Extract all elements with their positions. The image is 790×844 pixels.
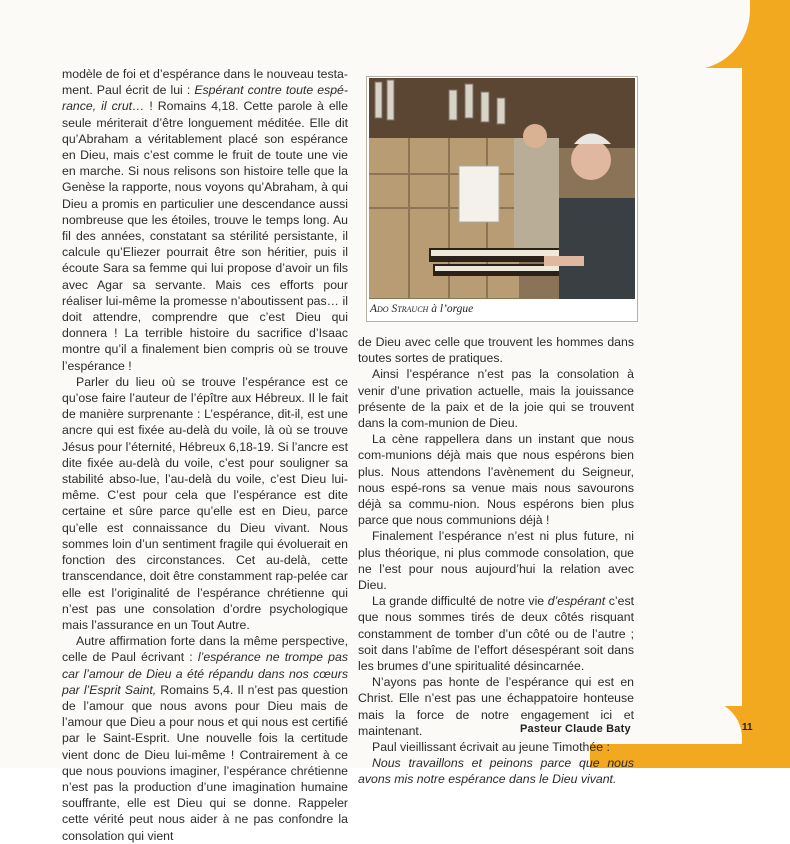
orange-margin-band — [742, 0, 790, 768]
paragraph: Ainsi l’espérance n’est pas la consolation à venir d’une privation actuelle, mais la jouissance présente de la paix et de la joie qui se trouvent dans la com-munion de Dieu. — [358, 367, 634, 431]
caption-name: Ado Strauch — [370, 303, 429, 315]
text-run: La grande difficulté de notre vie — [372, 594, 548, 609]
text-run: Romains 5,4. Il n’est pas question de l’amour que nous avons pour Dieu mais de l’amour que Dieu a pour nous et qui nous est certifié par le Saint-Esprit. Une nouvelle fois la certitude vient donc de Dieu lui-même ! Contrairement à ce que nous pouvions imaginer, l’espérance chrétienne n’est pas la production d’une imagination humaine souffrante, elle est Dieu qui se donne. Rappeler cette vérité peut nous aider à ne pas confondre la consolation qui vient — [62, 682, 348, 843]
paragraph: Finalement l’espérance n’est ni plus future, ni plus théorique, ni plus commode consolation, que ne l’est pour nous aujourd’hui la relation avec Dieu. — [358, 529, 634, 593]
text-run: Autre affirmation forte dans la même perspective, celle de Paul écrivant : — [62, 634, 348, 665]
text-run: ! Romains 4,18. Cette parole à elle seule mériterait d’être longuement méditée. Elle dit qu’Abraham a véritablement placé son espérance en Dieu, mais c’est comme le fruit de toute une vie en marche. Si nous relisons son histoire telle que la Genèse la rapporte, nous voyons qu’Abraham, à qui Dieu a promis en particulier une descendance aussi nombreuse que les étoiles, trouve le temps long. Au fil des années, constatant sa stérilité persistante, il calcule qu’Eliezer pourrait être son héritier, puis il écoute Sara sa femme qui lui propose d’avoir un fils avec Agar sa servante. Mais ces efforts pour réaliser lui-même la promesse n’aboutissent pas… il doit attendre, comprendre que c’est Dieu qui donnera ! La terrible histoire du sacrifice d’Isaac montre qu’il a finalement bien compris où se trouve l’espérance ! — [62, 99, 348, 373]
photo-caption — [370, 303, 473, 315]
italic-word: d’espérant — [547, 594, 606, 609]
italic-quote: l’espérance ne trompe pas car l’amour de Dieu a été répandu dans nos cœurs par l’Esprit Saint, — [62, 650, 349, 697]
author-signature: Pasteur Claude Baty — [520, 723, 631, 735]
right-text-column — [358, 334, 634, 788]
paragraph — [62, 66, 348, 374]
text-run: modèle de foi et d’espérance dans le nouveau testa-ment. Paul écrit de lui : — [62, 67, 348, 98]
left-text-column — [62, 66, 348, 844]
caption-text: à l’orgue — [428, 303, 474, 315]
organ-scene-illustration — [369, 78, 635, 299]
paragraph: N’ayons pas honte de l’espérance qui est en Christ. Elle n’est pas une échappatoire honteuse mais la force de notre engagement ici et maintenant. — [358, 675, 634, 738]
paragraph: Parler du lieu où se trouve l’espérance est ce qu’ose faire l’auteur de l’épître aux Hébreux. Il le fait de manière surprenante : L’espérance, dit-il, est une ancre qui est fixée au-delà du voile, là où se trouve Jésus pour l’éternité, Hébreux 6,18-19. Si l’ancre est dite fixée au-delà du voile, c’est pour souligner sa stabilité abso-lue, l’au-delà du voile, c’est Dieu lui-même. C’est pour cela que l’espérance est dite certaine et sûre parce qu’elle est en Dieu, parce qu’elle est connaissance du Dieu vivant. Nous sommes loin d’un sentiment fragile qui évoluerait en fonction des circonstances. Cet au-delà, cette transcendance, doit être constamment rap-pelée car elle est l’originalité de l’espérance chrétienne qui n’est pas une consolation d’ordre psychologique mais l’assurance en un Tout Autre. — [62, 374, 348, 632]
paragraph: Paul vieillissant écrivait au jeune Timothée : — [372, 740, 610, 755]
italic-quote: Espérant contre toute espé-rance, il crut… — [62, 83, 348, 114]
organ-photo — [369, 78, 635, 299]
paragraph: La cène rappellera dans un instant que nous com-munions déjà mais que nous espérons bien plus. Nous attendons l’avènement du Seigneur, nous espé-rons sa venue mais nous savourons déjà sa commu-nion. Nous espérons bien plus parce que nous communions déjà ! — [358, 432, 634, 528]
paragraph — [358, 593, 634, 674]
paragraph — [62, 633, 348, 844]
italic-quote: Nous travaillons et peinons parce que nous avons mis notre espérance dans le Dieu vivant. — [358, 756, 634, 787]
quote-paragraph — [358, 755, 634, 787]
page-number: 11 — [742, 722, 753, 733]
paragraph: de Dieu avec celle que trouvent les hommes dans toutes sortes de pratiques. — [358, 335, 634, 366]
text-run: c’est que nous sommes tirés de deux côtés risquant constamment de tomber d’un côté ou de l’autre ; soit dans l’abîme de l’effort désespérant soit dans les brumes d’une spiritualité désincarnée. — [358, 594, 635, 674]
